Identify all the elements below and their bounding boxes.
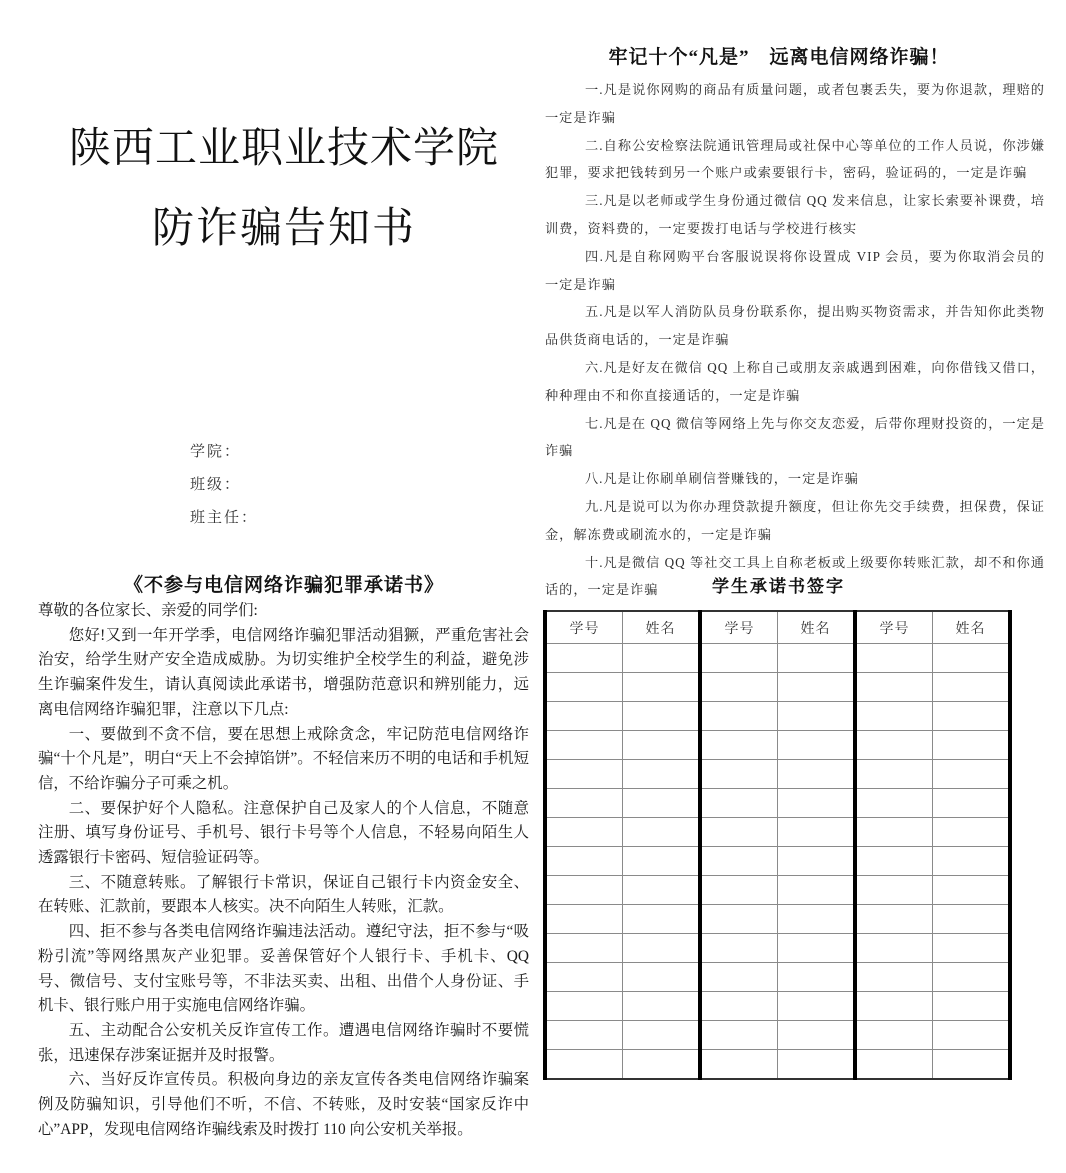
signature-cell-student-id[interactable]: [855, 731, 933, 760]
rule-item-3: 三.凡是以老师或学生身份通过微信 QQ 发来信息，让家长索要补课费，培训费，资料费的，一定要拨打电话与学校进行核实: [545, 193, 1045, 236]
signature-row: [545, 876, 1010, 905]
signature-cell-name[interactable]: [933, 702, 1011, 731]
commitment-paragraph-6: 六、当好反诈宣传员。积极向身边的亲友宣传各类电信网络诈骗案例及防骗知识，引导他们不听，不信、不转账，及时安装“国家反诈中心”APP，发现电信网络诈骗线索及时拨打 110 向公安机关举报。: [38, 1071, 529, 1138]
signature-row: [545, 818, 1010, 847]
signature-cell-student-id[interactable]: [700, 702, 778, 731]
signature-cell-name[interactable]: [778, 934, 856, 963]
signature-header-row: [545, 611, 1010, 644]
signature-cell-name[interactable]: [623, 818, 701, 847]
signature-section-heading: 学生承诺书签字: [712, 577, 845, 596]
col-header-student-id: 学号: [545, 611, 623, 644]
signature-cell-name[interactable]: [778, 1050, 856, 1080]
signature-cell-student-id[interactable]: [855, 673, 933, 702]
signature-cell-student-id[interactable]: [855, 905, 933, 934]
signature-cell-student-id[interactable]: [855, 1021, 933, 1050]
signature-cell-student-id[interactable]: [700, 1021, 778, 1050]
signature-cell-name[interactable]: [933, 963, 1011, 992]
signature-cell-student-id[interactable]: [855, 818, 933, 847]
signature-cell-student-id[interactable]: [855, 992, 933, 1021]
signature-cell-student-id[interactable]: [855, 934, 933, 963]
signature-cell-name[interactable]: [778, 905, 856, 934]
signature-cell-name[interactable]: [778, 673, 856, 702]
rule-item-8: 八.凡是让你刷单刷信誉赚钱的，一定是诈骗: [585, 471, 859, 487]
signature-cell-student-id[interactable]: [700, 992, 778, 1021]
signature-cell-name[interactable]: [623, 1021, 701, 1050]
signature-cell-name[interactable]: [778, 731, 856, 760]
signature-cell-name[interactable]: [933, 760, 1011, 789]
signature-cell-student-id[interactable]: [545, 992, 623, 1021]
signature-cell-name[interactable]: [623, 905, 701, 934]
signature-cell-name[interactable]: [623, 847, 701, 876]
signature-cell-student-id[interactable]: [545, 876, 623, 905]
commitment-paragraph-2: 二、要保护好个人隐私。注意保护自己及家人的个人信息，不随意注册、填写身份证号、手机号、银行卡号等个人信息，不轻易向陌生人透露银行卡密码、短信验证码等。: [38, 799, 529, 867]
signature-cell-name[interactable]: [933, 905, 1011, 934]
signature-row: [545, 789, 1010, 818]
signature-cell-student-id[interactable]: [700, 644, 778, 673]
signature-cell-name[interactable]: [933, 644, 1011, 673]
signature-cell-name[interactable]: [933, 876, 1011, 905]
signature-cell-student-id[interactable]: [700, 789, 778, 818]
signature-cell-name[interactable]: [933, 731, 1011, 760]
signature-cell-student-id[interactable]: [545, 905, 623, 934]
field-college-label: 学院：: [190, 444, 242, 460]
signature-cell-student-id[interactable]: [855, 963, 933, 992]
col-header-name: 姓名: [623, 611, 701, 644]
rule-item-1: 一.凡是说你网购的商品有质量问题，或者包裹丢失，要为你退款，理赔的一定是诈骗: [545, 82, 1045, 125]
signature-cell-student-id[interactable]: [545, 673, 623, 702]
signature-row: [545, 673, 1010, 702]
signature-cell-student-id[interactable]: [545, 1050, 623, 1080]
signature-cell-name[interactable]: [623, 760, 701, 789]
signature-cell-name[interactable]: [623, 789, 701, 818]
signature-cell-student-id[interactable]: [855, 789, 933, 818]
signature-cell-name[interactable]: [778, 876, 856, 905]
signature-cell-student-id[interactable]: [855, 644, 933, 673]
signature-row: [545, 644, 1010, 673]
signature-cell-student-id[interactable]: [545, 731, 623, 760]
signature-cell-name[interactable]: [623, 673, 701, 702]
signature-cell-name[interactable]: [933, 673, 1011, 702]
signature-cell-name[interactable]: [778, 702, 856, 731]
signature-cell-student-id[interactable]: [545, 934, 623, 963]
signature-cell-student-id[interactable]: [855, 760, 933, 789]
rule-item-5: 五.凡是以军人消防队员身份联系你，提出购买物资需求，并告知你此类物品供货商电话的，一定是诈骗: [545, 304, 1045, 348]
signature-cell-student-id[interactable]: [855, 1050, 933, 1080]
signature-cell-student-id[interactable]: [700, 760, 778, 789]
signature-cell-name[interactable]: [933, 934, 1011, 963]
commitment-letter-body: [38, 599, 529, 1142]
signature-cell-name[interactable]: [778, 847, 856, 876]
rule-item-10: 十.凡是微信 QQ 等社交工具上自称老板或上级要你转账汇款，却不和你通话的，一定是诈骗: [545, 554, 1045, 598]
signature-cell-name[interactable]: [778, 818, 856, 847]
signature-row: [545, 702, 1010, 731]
signature-cell-student-id[interactable]: [700, 847, 778, 876]
signature-cell-name[interactable]: [623, 992, 701, 1021]
signature-cell-student-id[interactable]: [700, 673, 778, 702]
signature-row: [545, 847, 1010, 876]
signature-cell-name[interactable]: [623, 731, 701, 760]
commitment-paragraph-intro: 您好!又到一年开学季，电信网络诈骗犯罪活动猖獗，严重危害社会治安，给学生财产安全造成威胁。为切实维护全校学生的利益，避免涉生诈骗案件发生，请认真阅读此承诺书，增强防范意识和辨别能力，远离电信网络诈骗犯罪，注意以下几点:: [38, 626, 529, 718]
signature-cell-name[interactable]: [623, 963, 701, 992]
signature-cell-student-id[interactable]: [545, 818, 623, 847]
signature-cell-student-id[interactable]: [855, 876, 933, 905]
signature-cell-name[interactable]: [933, 789, 1011, 818]
signature-cell-student-id[interactable]: [855, 702, 933, 731]
rule-item-4: 四.凡是自称网购平台客服说误将你设置成 VIP 会员，要为你取消会员的一定是诈骗: [545, 248, 1045, 292]
salutation: 尊敬的各位家长、亲爱的同学们:: [38, 602, 258, 619]
signature-row: [545, 760, 1010, 789]
signature-row: [545, 731, 1010, 760]
ten-rules-heading: 牢记十个“凡是” 远离电信网络诈骗！: [608, 47, 950, 68]
info-fields: [190, 436, 258, 535]
commitment-paragraph-4: 四、拒不参与各类电信网络诈骗违法活动。遵纪守法，拒不参与“吸粉引流”等网络黑灰产业犯罪。妥善保管好个人银行卡、手机卡、QQ 号、微信号、支付宝账号等，不非法买卖、出租、出借个人身份证、手机卡、银行账户用于实施电信网络诈骗。: [38, 923, 529, 1015]
signature-table: [543, 610, 1012, 1080]
field-class-label: 班级：: [190, 477, 242, 493]
signature-cell-name[interactable]: [933, 992, 1011, 1021]
signature-cell-student-id[interactable]: [545, 847, 623, 876]
signature-cell-student-id[interactable]: [700, 876, 778, 905]
document-title: 防诈骗告知书: [151, 206, 416, 252]
col-header-student-id: 学号: [700, 611, 778, 644]
signature-cell-student-id[interactable]: [545, 789, 623, 818]
col-header-student-id: 学号: [855, 611, 933, 644]
commitment-paragraph-1: 一、要做到不贪不信，要在思想上戒除贪念，牢记防范电信网络诈骗“十个凡是”，明白“天上不会掉馅饼”。不轻信来历不明的电话和手机短信，不给诈骗分子可乘之机。: [38, 725, 529, 792]
commitment-paragraph-5: 五、主动配合公安机关反诈宣传工作。遭遇电信网络诈骗时不要慌张，迅速保存涉案证据并及时报警。: [38, 1021, 529, 1064]
field-head-teacher-label: 班主任：: [190, 510, 259, 526]
signature-cell-name[interactable]: [933, 1021, 1011, 1050]
ten-rules-list: [545, 76, 1045, 604]
rule-item-6: 六.凡是好友在微信 QQ 上称自己或朋友亲戚遇到困难，向你借钱又借口，种种理由不和你直接通话的，一定是诈骗: [545, 359, 1045, 403]
signature-cell-name[interactable]: [623, 934, 701, 963]
signature-cell-name[interactable]: [933, 1050, 1011, 1080]
signature-cell-name[interactable]: [778, 992, 856, 1021]
signature-cell-name[interactable]: [933, 818, 1011, 847]
signature-cell-student-id[interactable]: [700, 818, 778, 847]
col-header-name: 姓名: [933, 611, 1011, 644]
signature-cell-student-id[interactable]: [545, 702, 623, 731]
school-title: 陕西工业职业技术学院: [68, 126, 499, 172]
rule-item-9: 九.凡是说可以为你办理贷款提升额度，但让你先交手续费，担保费，保证金，解冻费或刷流水的，一定是诈骗: [545, 498, 1045, 542]
commitment-letter-heading: 《不参与电信网络诈骗犯罪承诺书》: [123, 575, 444, 596]
signature-row: [545, 992, 1010, 1021]
signature-cell-student-id[interactable]: [855, 847, 933, 876]
signature-cell-student-id[interactable]: [700, 934, 778, 963]
signature-cell-name[interactable]: [933, 847, 1011, 876]
signature-cell-student-id[interactable]: [700, 905, 778, 934]
signature-cell-student-id[interactable]: [545, 644, 623, 673]
rule-item-2: 二.自称公安检察法院通讯管理局或社保中心等单位的工作人员说，你涉嫌犯罪，要求把钱转到另一个账户或索要银行卡，密码，验证码的，一定是诈骗: [545, 137, 1045, 181]
signature-row: [545, 905, 1010, 934]
signature-row: [545, 1050, 1010, 1080]
signature-row: [545, 1021, 1010, 1050]
signature-cell-name[interactable]: [778, 789, 856, 818]
signature-cell-name[interactable]: [778, 760, 856, 789]
signature-cell-name[interactable]: [623, 702, 701, 731]
signature-table-body: [545, 644, 1010, 1080]
signature-cell-student-id[interactable]: [545, 963, 623, 992]
signature-cell-name[interactable]: [778, 963, 856, 992]
rule-item-7: 七.凡是在 QQ 微信等网络上先与你交友恋爱，后带你理财投资的，一定是诈骗: [545, 415, 1045, 459]
signature-cell-name[interactable]: [623, 876, 701, 905]
signature-cell-name[interactable]: [623, 644, 701, 673]
signature-cell-name[interactable]: [778, 644, 856, 673]
signature-cell-name[interactable]: [623, 1050, 701, 1080]
signature-cell-student-id[interactable]: [545, 1021, 623, 1050]
signature-cell-name[interactable]: [778, 1021, 856, 1050]
signature-row: [545, 963, 1010, 992]
signature-row: [545, 934, 1010, 963]
col-header-name: 姓名: [778, 611, 856, 644]
signature-cell-student-id[interactable]: [700, 963, 778, 992]
signature-cell-student-id[interactable]: [700, 731, 778, 760]
signature-cell-student-id[interactable]: [545, 760, 623, 789]
commitment-paragraph-3: 三、不随意转账。了解银行卡常识，保证自己银行卡内资金安全、在转账、汇款前，要跟本人核实。决不向陌生人转账，汇款。: [38, 873, 529, 916]
signature-cell-student-id[interactable]: [700, 1050, 778, 1080]
